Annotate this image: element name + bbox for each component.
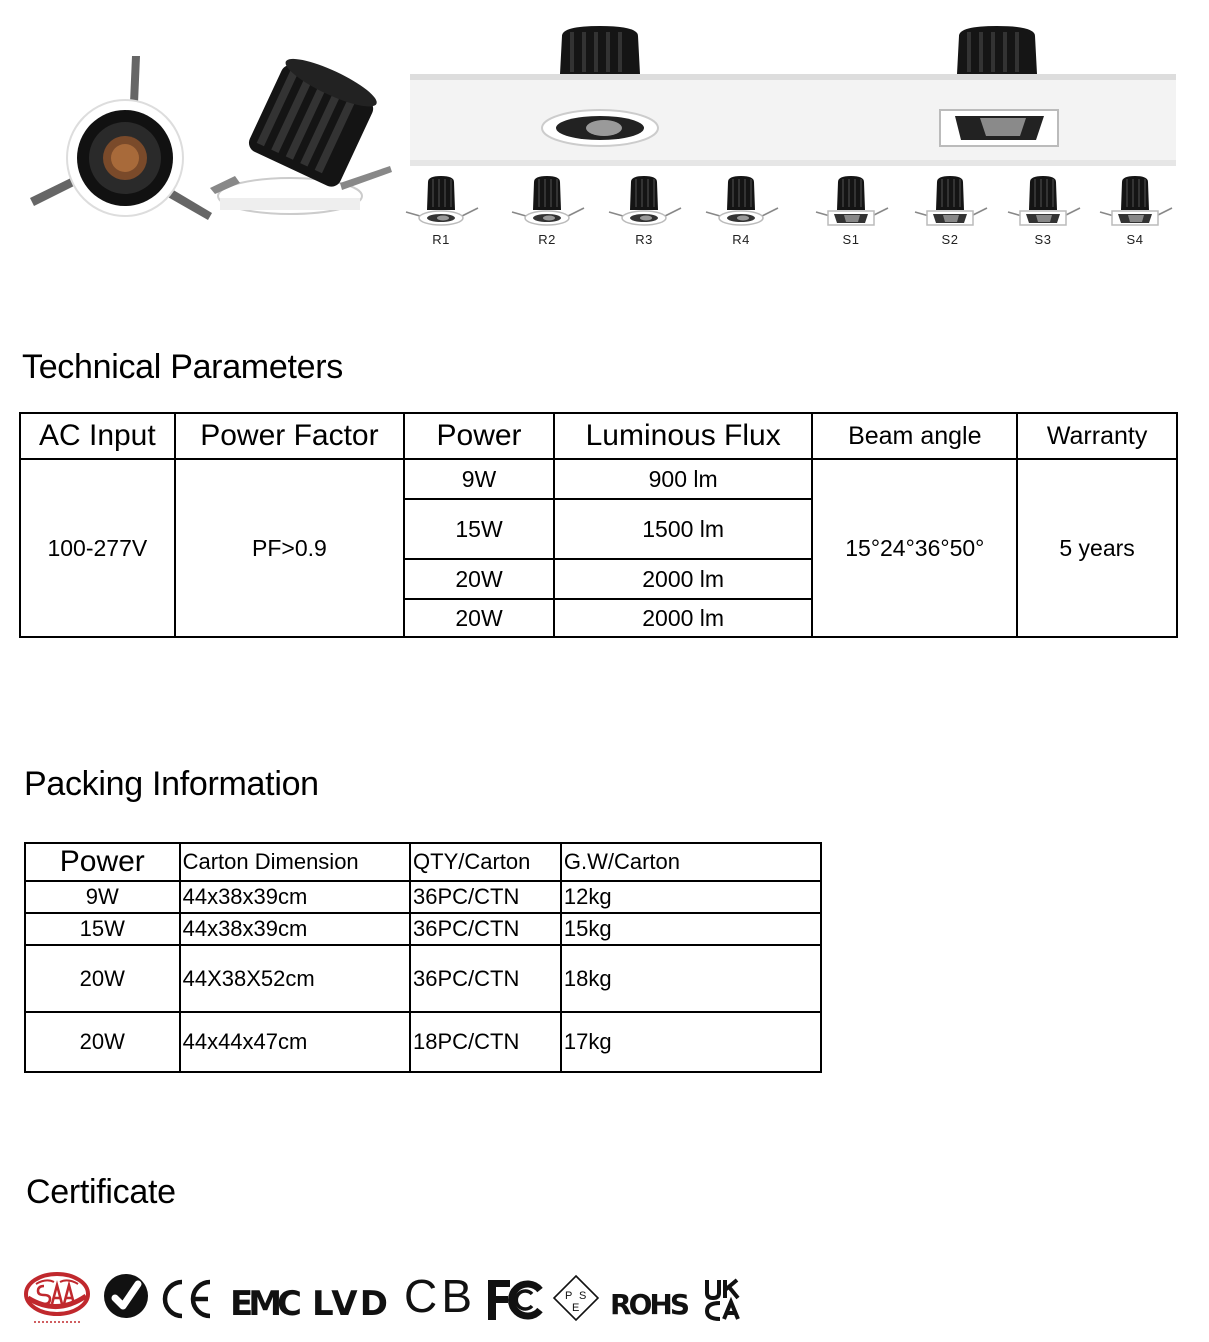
downlight-variant-icon bbox=[702, 172, 780, 230]
technical-parameters-table bbox=[19, 412, 1178, 638]
variant-label: S1 bbox=[842, 232, 860, 247]
downlight-variant-icon bbox=[605, 172, 683, 230]
power-factor-value: PF>0.9 bbox=[175, 459, 404, 637]
technical-parameters-heading: Technical Parameters bbox=[22, 348, 343, 386]
table-row bbox=[25, 945, 821, 1012]
header-ac-input: AC Input bbox=[20, 413, 175, 459]
variant-label: R1 bbox=[432, 232, 450, 247]
svg-text:LVD: LVD bbox=[312, 1284, 388, 1322]
header-qty-carton: QTY/Carton bbox=[410, 843, 561, 881]
qty-cell: 36PC/CTN bbox=[410, 881, 561, 913]
packing-information-table bbox=[24, 842, 822, 1073]
power-cell: 20W bbox=[404, 559, 554, 599]
product-two-head-image bbox=[410, 22, 1176, 170]
ac-input-value: 100-277V bbox=[20, 459, 175, 637]
qty-cell: 36PC/CTN bbox=[410, 945, 561, 1012]
table-header-row bbox=[25, 843, 821, 881]
downlight-variant-icon bbox=[508, 172, 586, 230]
qty-cell: 18PC/CTN bbox=[410, 1012, 561, 1072]
header-power: Power bbox=[404, 413, 554, 459]
c-tick-logo bbox=[102, 1272, 150, 1320]
variant-item bbox=[1004, 172, 1082, 252]
flux-cell: 2000 lm bbox=[554, 559, 813, 599]
variant-label: R4 bbox=[732, 232, 750, 247]
power-cell: 9W bbox=[404, 459, 554, 499]
weight-cell: 12kg bbox=[561, 881, 821, 913]
weight-cell: 15kg bbox=[561, 913, 821, 945]
power-cell: 20W bbox=[25, 945, 180, 1012]
header-power-factor: Power Factor bbox=[175, 413, 404, 459]
saa-logo bbox=[24, 1270, 90, 1326]
power-cell: 9W bbox=[25, 881, 180, 913]
rohs-logo bbox=[610, 1286, 694, 1320]
flux-cell: 1500 lm bbox=[554, 499, 813, 559]
variant-item bbox=[702, 172, 780, 252]
svg-text:EMC: EMC bbox=[230, 1284, 302, 1322]
cb-logo bbox=[404, 1272, 476, 1322]
downlight-variant-icon bbox=[402, 172, 480, 230]
power-cell: 20W bbox=[404, 599, 554, 637]
certificate-heading: Certificate bbox=[26, 1173, 176, 1211]
emc-lvd-logo bbox=[230, 1282, 390, 1322]
svg-text:P: P bbox=[565, 1290, 573, 1302]
fc-logo bbox=[484, 1276, 544, 1324]
variant-item bbox=[402, 172, 480, 252]
variant-label: S2 bbox=[941, 232, 959, 247]
weight-cell: 18kg bbox=[561, 945, 821, 1012]
svg-text:E: E bbox=[572, 1302, 580, 1314]
header-beam-angle: Beam angle bbox=[812, 413, 1017, 459]
weight-cell: 17kg bbox=[561, 1012, 821, 1072]
variant-item bbox=[812, 172, 890, 252]
variant-item bbox=[911, 172, 989, 252]
variant-label: R2 bbox=[538, 232, 556, 247]
header-power: Power bbox=[25, 843, 180, 881]
certificate-logos bbox=[24, 1270, 764, 1330]
header-warranty: Warranty bbox=[1017, 413, 1177, 459]
power-cell: 15W bbox=[404, 499, 554, 559]
table-row bbox=[20, 459, 1177, 499]
header-luminous-flux: Luminous Flux bbox=[554, 413, 813, 459]
beam-angle-value: 15°24°36°50° bbox=[812, 459, 1017, 637]
table-header-row bbox=[20, 413, 1177, 459]
table-row bbox=[25, 1012, 821, 1072]
ce-logo bbox=[160, 1278, 216, 1320]
flux-cell: 900 lm bbox=[554, 459, 813, 499]
downlight-variant-icon bbox=[911, 172, 989, 230]
downlight-variant-icon bbox=[812, 172, 890, 230]
svg-text:ROHS: ROHS bbox=[610, 1288, 690, 1320]
variant-item bbox=[508, 172, 586, 252]
variant-label: S3 bbox=[1034, 232, 1052, 247]
svg-text:CB: CB bbox=[404, 1272, 472, 1322]
packing-information-heading: Packing Information bbox=[24, 765, 319, 803]
variant-item bbox=[1096, 172, 1174, 252]
header-carton-dimension: Carton Dimension bbox=[180, 843, 410, 881]
variant-label: R3 bbox=[635, 232, 653, 247]
variant-item bbox=[605, 172, 683, 252]
power-cell: 15W bbox=[25, 913, 180, 945]
power-cell: 20W bbox=[25, 1012, 180, 1072]
table-row bbox=[25, 913, 821, 945]
downlight-variant-icon bbox=[1096, 172, 1174, 230]
header-gw-carton: G.W/Carton bbox=[561, 843, 821, 881]
dimension-cell: 44x44x47cm bbox=[180, 1012, 410, 1072]
table-row bbox=[25, 881, 821, 913]
warranty-value: 5 years bbox=[1017, 459, 1177, 637]
variant-label: S4 bbox=[1126, 232, 1144, 247]
ukca-logo bbox=[704, 1278, 744, 1322]
dimension-cell: 44x38x39cm bbox=[180, 913, 410, 945]
downlight-variant-icon bbox=[1004, 172, 1082, 230]
dimension-cell: 44X38X52cm bbox=[180, 945, 410, 1012]
svg-text:S: S bbox=[579, 1290, 587, 1302]
dimension-cell: 44x38x39cm bbox=[180, 881, 410, 913]
qty-cell: 36PC/CTN bbox=[410, 913, 561, 945]
pse-logo bbox=[552, 1274, 600, 1322]
product-hero-image bbox=[20, 48, 410, 233]
flux-cell: 2000 lm bbox=[554, 599, 813, 637]
